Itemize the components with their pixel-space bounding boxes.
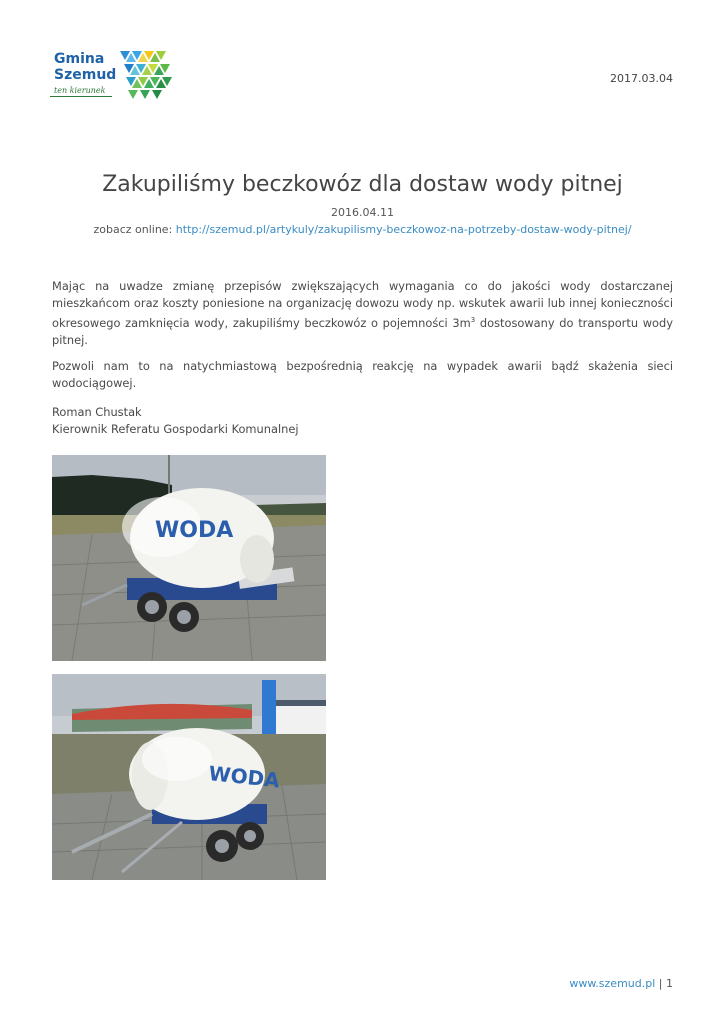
signature [52, 404, 673, 438]
water-tank-photo-1[interactable] [52, 455, 326, 661]
tank-label-2: WODA [207, 761, 281, 793]
paragraph-1-end: dostosowany do transportu wody pitnej. [52, 315, 673, 347]
article-paragraph-1 [52, 278, 673, 349]
paragraph-1-text: Mając na uwadze zmianę przepisów zwiększających wymagania co do jakości wody dostarczanej mieszkańcom oraz koszty poniesione na organizację dowozu wody np. wskutek awarii lub innej konieczności okresowego zamknięcia wody, zakupiliśmy beczkowóz o pojemności 3m [52, 279, 673, 330]
article-body [52, 278, 673, 447]
logo-tagline: ten kierunek [50, 86, 112, 97]
article-url-link[interactable]: http://szemud.pl/artykuly/zakupilismy-beczkowoz-na-potrzeby-dostaw-wody-pitnej/ [175, 223, 632, 236]
logo-line-1: Gmina [54, 51, 105, 67]
gmina-szemud-logo[interactable] [50, 46, 180, 106]
page-footer [569, 977, 673, 990]
view-online-label: zobacz online: [93, 223, 176, 236]
tank-label-1: WODA [155, 518, 234, 543]
article-title: Zakupiliśmy beczkowóz dla dostaw wody pitnej [102, 172, 623, 197]
water-tank-photo-2[interactable] [52, 674, 326, 880]
signature-role: Kierownik Referatu Gospodarki Komunalnej [52, 421, 299, 436]
view-online-line [0, 223, 725, 236]
triangle-mosaic-icon [120, 51, 176, 103]
logo-line-2: Szemud [54, 67, 117, 83]
footer-separator: | [655, 977, 666, 990]
logo-text [50, 46, 116, 97]
footer-site-link[interactable]: www.szemud.pl [569, 977, 656, 990]
article-date: 2016.04.11 [331, 206, 394, 219]
print-date: 2017.03.04 [610, 72, 673, 85]
signature-name: Roman Chustak [52, 404, 142, 419]
superscript-3: 3 [470, 316, 476, 324]
page-number: 1 [666, 977, 673, 990]
article-paragraph-2: Pozwoli nam to na natychmiastową bezpośrednią reakcję na wypadek awarii bądź skażenia sieci wodociągowej. [52, 358, 673, 390]
